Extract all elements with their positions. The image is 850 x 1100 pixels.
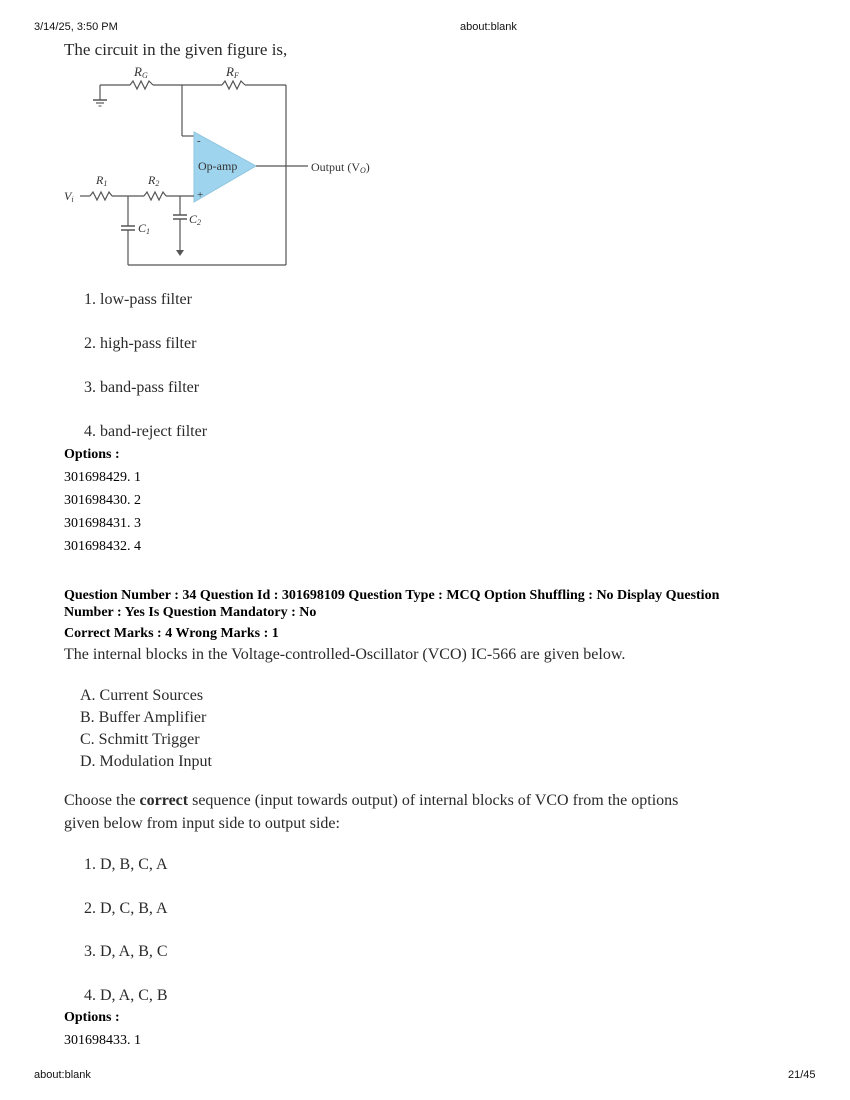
q34-item-a: A. Current Sources bbox=[80, 687, 204, 704]
q33-option-id-2: 301698430. 2 bbox=[64, 493, 141, 508]
q33-choice-4: 4. band-reject filter bbox=[84, 423, 208, 440]
print-url: about:blank bbox=[460, 21, 517, 33]
vi-sub: i bbox=[71, 195, 74, 204]
label-r2 bbox=[147, 173, 159, 188]
q33-option-id-4: 301698432. 4 bbox=[64, 539, 141, 554]
q34-meta-line-2: Number : Yes Is Question Mandatory : No bbox=[64, 605, 317, 620]
q34-item-b: B. Buffer Amplifier bbox=[80, 709, 207, 726]
rf-sub: F bbox=[233, 71, 239, 80]
resistor-r2 bbox=[144, 192, 166, 200]
q34-instruction-line-1 bbox=[64, 792, 678, 810]
c1-main: C bbox=[138, 221, 147, 235]
instruction-bold: correct bbox=[139, 792, 189, 809]
q34-item-d: D. Modulation Input bbox=[80, 753, 212, 770]
label-rf bbox=[225, 64, 239, 80]
footer-url: about:blank bbox=[34, 1069, 91, 1081]
out-close: ) bbox=[365, 160, 370, 174]
label-vi bbox=[64, 189, 74, 204]
r1-main: R bbox=[96, 173, 104, 187]
label-c2 bbox=[189, 212, 201, 227]
resistor-rg bbox=[130, 81, 153, 89]
q33-choice-1: 1. low-pass filter bbox=[84, 291, 192, 308]
label-r1 bbox=[95, 173, 107, 188]
label-c1 bbox=[138, 221, 150, 236]
c1-sub: 1 bbox=[146, 227, 151, 236]
label-op-amp: Op-amp bbox=[198, 159, 238, 173]
c2-main: C bbox=[189, 212, 198, 226]
question-34-stem: The internal blocks in the Voltage-controlled-Oscillator (VCO) IC-566 are given below. bbox=[64, 646, 626, 663]
q33-options-label: Options : bbox=[64, 447, 120, 462]
q34-choice-4: 4. D, A, C, B bbox=[84, 987, 168, 1004]
q34-choice-3: 3. D, A, B, C bbox=[84, 943, 168, 960]
rg-sub: G bbox=[141, 71, 148, 80]
q34-meta-line-1: Question Number : 34 Question Id : 301698109 Question Type : MCQ Option Shuffling : No Display Question bbox=[64, 588, 720, 603]
q33-choice-3: 3. band-pass filter bbox=[84, 379, 200, 396]
question-33-stem: The circuit in the given figure is, bbox=[64, 40, 288, 59]
c2-sub: 2 bbox=[197, 218, 202, 227]
q34-marks: Correct Marks : 4 Wrong Marks : 1 bbox=[64, 626, 279, 641]
r1-sub: 1 bbox=[103, 179, 108, 188]
rf-main: R bbox=[226, 64, 234, 79]
q34-option-id-1: 301698433. 1 bbox=[64, 1033, 141, 1048]
vi-main: V bbox=[64, 189, 72, 203]
print-datetime: 3/14/25, 3:50 PM bbox=[34, 21, 118, 33]
q34-choice-1: 1. D, B, C, A bbox=[84, 856, 168, 873]
q34-item-c: C. Schmitt Trigger bbox=[80, 731, 200, 748]
resistor-r1 bbox=[90, 192, 112, 200]
r2-sub: 2 bbox=[155, 179, 160, 188]
out-main: Output (V bbox=[311, 160, 360, 174]
q33-option-id-3: 301698431. 3 bbox=[64, 516, 141, 531]
q34-instruction-line-2: given below from input side to output side: bbox=[64, 815, 340, 832]
rg-main: R bbox=[134, 64, 142, 79]
page-number: 21/45 bbox=[788, 1069, 816, 1081]
label-rg bbox=[133, 64, 148, 80]
resistor-rf bbox=[222, 81, 245, 89]
q33-option-id-1: 301698429. 1 bbox=[64, 470, 141, 485]
q33-choice-2: 2. high-pass filter bbox=[84, 335, 197, 352]
label-output bbox=[311, 160, 370, 175]
label-plus: + bbox=[197, 189, 204, 201]
circuit-figure bbox=[60, 60, 400, 275]
label-minus: - bbox=[197, 135, 201, 147]
r2-main: R bbox=[148, 173, 156, 187]
q34-choice-2: 2. D, C, B, A bbox=[84, 900, 168, 917]
ground-arrow bbox=[176, 250, 184, 256]
instruction-pre: Choose the bbox=[64, 792, 140, 809]
out-sub: O bbox=[360, 166, 366, 175]
q34-options-label: Options : bbox=[64, 1010, 120, 1025]
instruction-post: sequence (input towards output) of internal blocks of VCO from the options bbox=[188, 792, 679, 809]
